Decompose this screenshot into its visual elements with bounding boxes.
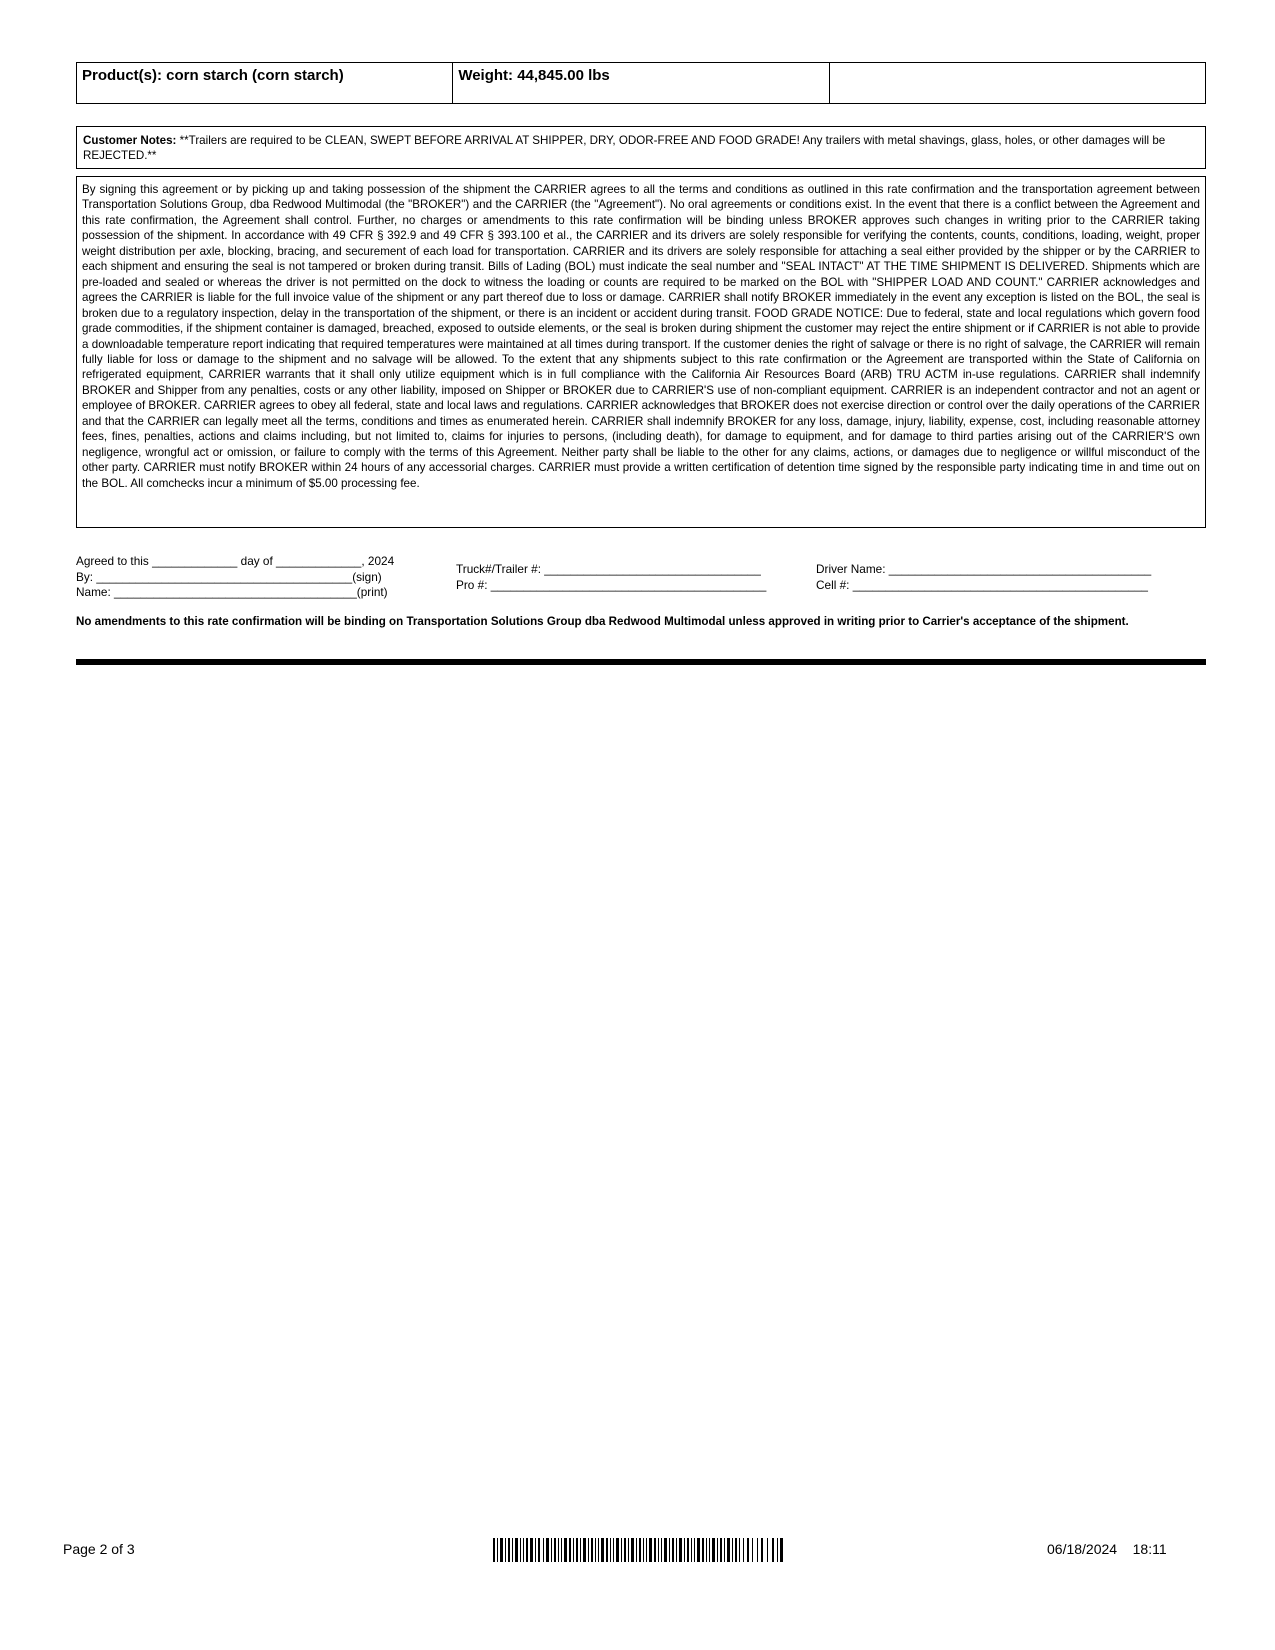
barcode-icon <box>493 1538 783 1562</box>
page-number: Page 2 of 3 <box>63 1541 135 1557</box>
product-table <box>76 62 1206 104</box>
truck-signature-block <box>456 562 766 593</box>
section-divider <box>76 659 1206 665</box>
by-sign-line: By: _______________________________________(sign) <box>76 569 382 584</box>
terms-and-conditions: By signing this agreement or by picking up and taking possession of the shipment the CARRIER agrees to all the terms and conditions as outlined in this rate confirmation and the transportation agreement between Transportation Solutions Group, dba Redwood Multimodal (the "BROKER") and the CARRIER (the "Agreement"). No oral agreements or conditions exist. In the event that there is a conflict between the Agreement and this rate confirmation, the Agreement shall control. Further, no charges or amendments to this rate confirmation will be binding unless BROKER approves such changes in writing prior to the CARRIER taking possession of the shipment. In accordance with 49 CFR § 392.9 and 49 CFR § 393.100 et al., the CARRIER and its drivers are solely responsible for verifying the contents, counts, conditions, loading, weight, proper weight distribution per axle, blocking, bracing, and securement of each load for transportation. CARRIER and its drivers are solely responsible for attaching a seal either provided by the shipper or by the CARRIER to each shipment and ensuring the seal is not tampered or broken during transit. Bills of Lading (BOL) must indicate the seal number and "SEAL INTACT" AT THE TIME SHIPMENT IS DELIVERED. Shipments which are pre-loaded and sealed or whereas the driver is not permitted on the dock to witness the loading or counts are required to be marked on the BOL with "SHIPPER LOAD AND COUNT." CARRIER acknowledges and agrees the CARRIER is liable for the full invoice value of the shipment or any part thereof due to loss or damage. CARRIER shall notify BROKER immediately in the event any exception is listed on the BOL, the seal is broken due to a regulatory inspection, delay in the transportation of the shipment, or there is an incident or accident during transit. FOOD GRADE NOTICE: Due to federal, state and local regulations which govern food grade commodities, if the shipment container is damaged, breached, exposed to outside elements, or the seal is broken during shipment the customer may reject the entire shipment or if CARRIER is not able to provide a downloadable temperature report indicating that required temperatures were maintained at all times during transport. If the customer denies the right of salvage or there is no right of salvage, the CARRIER will remain fully liable for loss or damage to the shipment and no salvage will be allowed. To the extent that any shipments subject to this rate confirmation or the Agreement are transported within the State of California on refrigerated equipment, CARRIER warrants that it shall only utilize equipment which is in full compliance with the California Air Resources Board (ARB) TRU ACTM in-use regulations. CARRIER shall indemnify BROKER and Shipper from any penalties, costs or any other liability, imposed on Shipper or BROKER due to CARRIER'S use of non-compliant equipment. CARRIER is an independent contractor and not an agent or employee of BROKER. CARRIER agrees to obey all federal, state and local laws and regulations. CARRIER acknowledges that BROKER does not exercise direction or control over the daily operations of the CARRIER and that the CARRIER can legally meet all the terms, conditions and times as enumerated herein. CARRIER shall indemnify BROKER for any loss, damage, injury, liability, expense, cost, including reasonable attorney fees, fines, penalties, actions and claims including, but not limited to, claims for injuries to persons, (including death), for damage to equipment, and for damage to third parties arising out of the CARRIER'S own negligence, wrongful act or omission, or failure to comply with the terms of this Agreement. Neither party shall be liable to the other for any claims, actions, or damages due to negligence or willful misconduct of the other party. CARRIER must notify BROKER within 24 hours of any accessorial charges. CARRIER must provide a written certification of detention time signed by the responsible party indicating time in and time out on the BOL. All comchecks incur a minimum of $5.00 processing fee. <box>76 176 1206 528</box>
agreement-signature-block <box>76 554 394 601</box>
customer-notes-text: **Trailers are required to be CLEAN, SWEPT BEFORE ARRIVAL AT SHIPPER, DRY, ODOR-FREE AND FOOD GRADE! Any trailers with metal shavings, glass, holes, or other damages will be REJECTED.** <box>83 134 1166 162</box>
empty-cell <box>830 63 1205 103</box>
truck-trailer-line: Truck#/Trailer #: _________________________________ <box>456 562 761 576</box>
print-timestamp: 06/18/2024 18:11 <box>1047 1541 1167 1557</box>
weight-cell: Weight: 44,845.00 lbs <box>453 63 829 103</box>
cell-number-line: Cell #: _____________________________________________ <box>816 577 1148 592</box>
agreed-date-line: Agreed to this _____________ day of _____________, 2024 <box>76 554 395 568</box>
amendments-disclaimer: No amendments to this rate confirmation will be binding on Transportation Solutions Group dba Redwood Multimodal unless approved in writing prior to Carrier's acceptance of the shipment. <box>76 615 1129 628</box>
driver-signature-block <box>816 562 1151 593</box>
customer-notes <box>76 126 1206 169</box>
pro-number-line: Pro #: __________________________________________ <box>456 577 767 592</box>
driver-name-line: Driver Name: ________________________________________ <box>816 562 1152 576</box>
customer-notes-label: Customer Notes: <box>83 134 177 147</box>
name-print-line: Name: _____________________________________(print) <box>76 585 388 599</box>
product-cell: Product(s): corn starch (corn starch) <box>77 63 453 103</box>
